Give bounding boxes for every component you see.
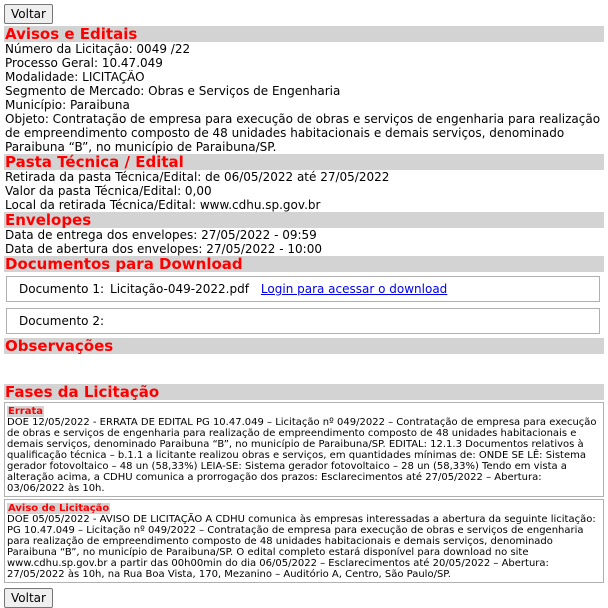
fase-errata (4, 402, 604, 497)
documento-2-label: Documento 2: (19, 314, 105, 328)
data-entrega: Data de entrega dos envelopes: 27/05/2022 - 09:59 (5, 228, 317, 242)
fases-title: Fases da Licitação (4, 384, 604, 400)
modalidade: Modalidade: LICITAÇÃO (5, 70, 145, 84)
documentos-title: Documentos para Download (4, 256, 604, 272)
documento-1-row (6, 276, 600, 302)
data-abertura: Data de abertura dos envelopes: 27/05/2022 - 10:00 (5, 242, 322, 256)
municipio: Município: Paraibuna (5, 98, 130, 112)
fase-text: DOE 05/05/2022 - AVISO DE LICITAÇÃO A CDHU comunica às empresas interessadas a abertura da seguinte licitação: PG 10.47.049 – Licitação nº 049/2022 – Contratação de empresa para execução de obras e serviços de engenharia para realização de empreendimento composto de 48 unidades habitacionais e demais serviços, denominado Paraibuna “B”, no município de Paraibuna/SP. O edital completo estará disponível para download no site www.cdhu.sp.gov.br a partir das 00h00min do dia 06/05/2022 – Esclarecimentos até 20/05/2022 – Abertura: 27/05/2022 às 10h, na Rua Boa Vista, 170, Mezanino – Auditório A, Centro, São Paulo/SP. (7, 514, 596, 580)
fase-label: Errata (8, 406, 43, 417)
back-button-top[interactable]: Voltar (4, 4, 53, 24)
back-button-bottom[interactable]: Voltar (4, 588, 53, 608)
retirada-pasta: Retirada da pasta Técnica/Edital: de 06/05/2022 até 27/05/2022 (5, 170, 390, 184)
local-retirada: Local da retirada Técnica/Edital: www.cdhu.sp.gov.br (5, 198, 321, 212)
envelopes-title: Envelopes (4, 212, 604, 228)
objeto: Objeto: Contratação de empresa para execução de obras e serviços de engenharia para realização de empreendimento composto de 48 unidades habitacionais e demais serviços, denominado Paraibuna “B”, no município de Paraibuna/SP. (5, 112, 601, 154)
pasta-title: Pasta Técnica / Edital (4, 154, 604, 170)
segmento-mercado: Segmento de Mercado: Obras e Serviços de Engenharia (5, 84, 341, 98)
observacoes-title: Observações (4, 338, 604, 354)
processo-geral: Processo Geral: 10.47.049 (5, 56, 163, 70)
observacoes-body (4, 354, 604, 384)
login-download-link[interactable]: Login para acessar o download (260, 282, 448, 296)
page (4, 4, 604, 608)
numero-licitacao: Número da Licitação: 0049 /22 (5, 42, 191, 56)
fase-aviso-licitacao (4, 499, 604, 583)
avisos-title: Avisos e Editais (4, 26, 604, 42)
documento-1-file: Licitação-049-2022.pdf (110, 282, 249, 296)
documento-2-row (6, 308, 600, 334)
documento-1-label: Documento 1: (19, 282, 105, 296)
fase-label: Aviso de Licitação (8, 503, 110, 514)
valor-pasta: Valor da pasta Técnica/Edital: 0,00 (5, 184, 212, 198)
fase-text: DOE 12/05/2022 - ERRATA DE EDITAL PG 10.47.049 – Licitação nº 049/2022 – Contratação de empresa para execução de obras e serviços de engenharia para realização de empreendimento composto de 48 unidades habitacionais e demais serviços, denominado Paraibuna “B”, no município de Paraibuna/SP. EDITAL: 12.1.3 Documentos relativos à qualificação técnica – b.1.1 a licitante realizou obras e serviços, em quantidades mínimas de: ONDE SE LÊ: Sistema gerador fotovoltaico – 48 un (58,33%) LEIA-SE: Sistema gerador fotovoltaico – 28 un (58,33%) Tendo em vista a alteração acima, a CDHU comunica a prorrogação dos prazos: Esclarecimentos até 27/05/2022 – Abertura: 03/06/2022 às 10h. (7, 417, 597, 494)
